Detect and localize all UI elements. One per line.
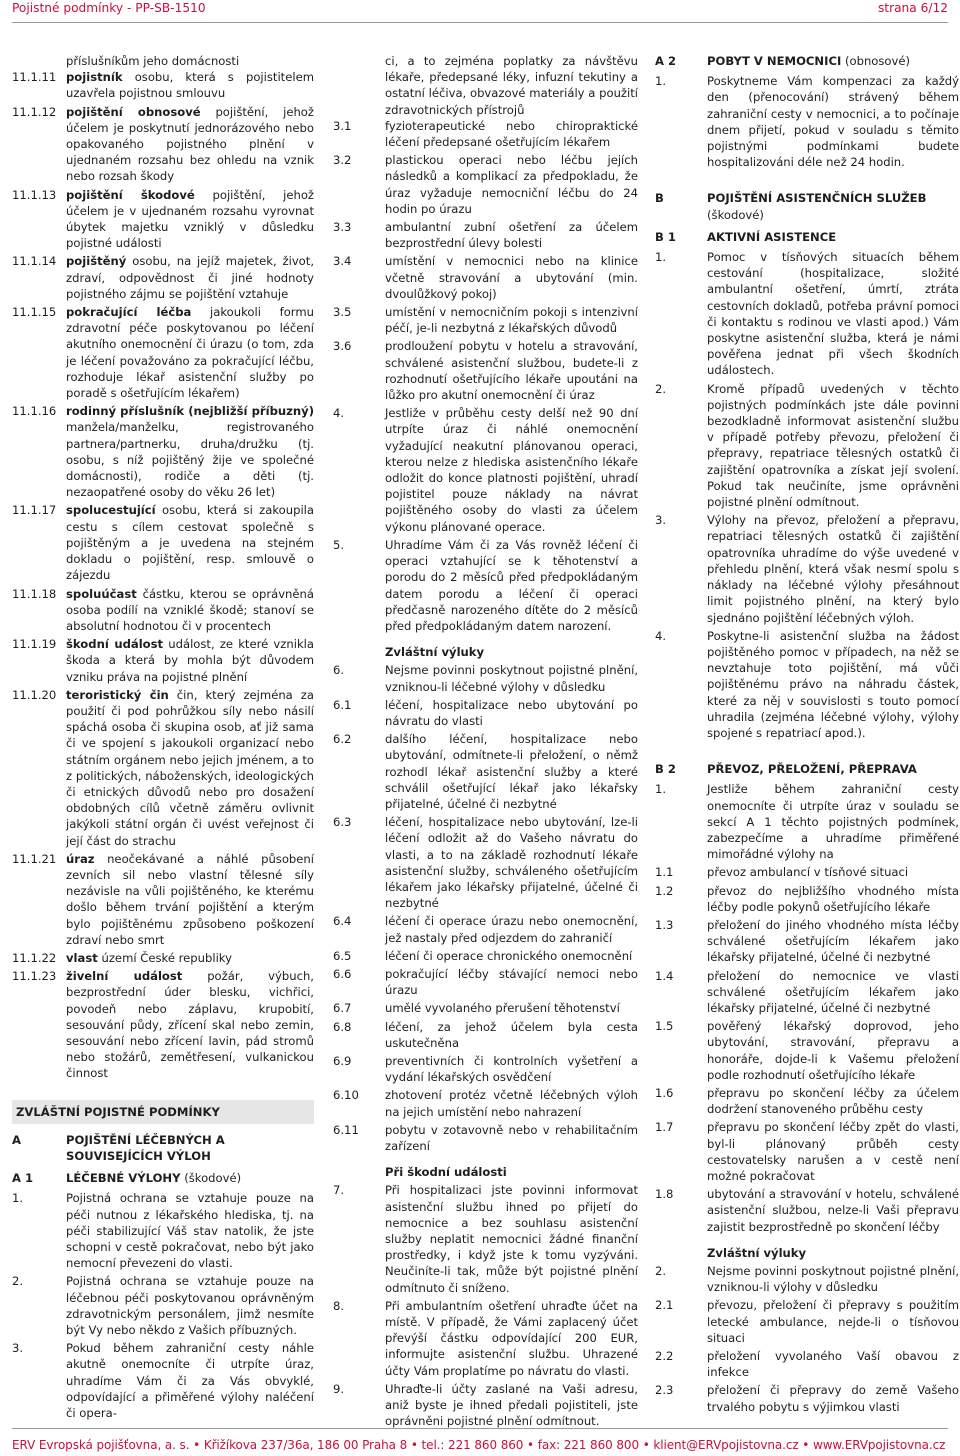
definition-item [12, 502, 314, 583]
item-number: 6.7 [333, 1001, 352, 1016]
list-item [333, 1298, 638, 1379]
item-text: přepravu po skončení léčby zpět do vlasti, byl-li plánovaný průběh cesty cestovatelsky narušen a v cestě není možné pokračovat [707, 1120, 959, 1183]
definition-item [12, 104, 314, 185]
item-text: osobu, která s pojistitelem uzavřela pojistnou smlouvu [66, 70, 314, 101]
item-text: pojištění, jehož účelem je poskytnutí jednorázového nebo opakovaného pojistného plnění v ujednaném rozsahu bez ohledu na vznik nebo rozsah škody [66, 104, 314, 184]
defined-term: teroristický čin [66, 687, 169, 702]
list-item [333, 1019, 638, 1051]
header-rule [12, 22, 948, 23]
section-number: B 1 [655, 229, 676, 244]
list-item [333, 1381, 638, 1430]
item-text: přeložení vyvolaného Vaší obavou z infekce [707, 1349, 959, 1380]
item-number: 6.10 [333, 1088, 359, 1103]
item-text: Poskytneme Vám kompenzaci za každý den (přenocování) strávený během zahraniční cesty v nemocnici, a to počínaje dnem přijetí, pokud v souladu s těmito pojistnými podmínkami budete hospitalizováni déle než 24 hodin. [707, 74, 959, 170]
item-text: preventivních či kontrolních vyšetření a vydání lékařských osvědčení [385, 1053, 638, 1085]
defined-term: spolucestující [66, 503, 156, 518]
list-item [12, 1273, 314, 1338]
item-text: převoz ambulancí v tísňové situaci [707, 865, 909, 880]
definition-item [12, 586, 314, 635]
item-text: Kromě případů uvedených v těchto pojistných podmínkách jste dále povinni bezodkladně informovat asistenční službu v případě potřeby převozu, přeložení či přepravy, repatriace tělesných ostatků či zajištění opatrovníka a získat její svolení. Pokud tak neučiníte, jsme oprávněni pojistné plnění odmítnout. [707, 381, 959, 510]
item-text: léčení, hospitalizace nebo ubytování, lze-li léčení odložit až do Vašeho návratu do vlasti, a to na základě rozhodnutí lékaře asistenční služby, schváleného ošetřujícím lékařem jako lékařsky přijatelné, účelné či nezbytné [385, 815, 638, 911]
item-text: Pojistná ochrana se vztahuje pouze na léčebnou péči poskytovanou oprávněným zdravotnickým personálem, jimž nesmíte být Vy nebo někdo z Vašich příbuzných. [66, 1274, 314, 1338]
b2-item-list [655, 781, 959, 1234]
section-number: B [655, 191, 664, 206]
defined-term: živelní událost [66, 969, 183, 984]
continued-text: ci, a to zejména poplatky za návštěvu lékaře, předepsané léky, infuzní tekutiny a ostatní léčiva, obvazové materiály a použití zdravotnických přístrojů [385, 54, 638, 117]
item-number: 6.4 [333, 914, 352, 929]
item-text: Pokud během zahraniční cesty náhle akutně onemocníte či utrpíte úraz, uhradíme Vám či za Vás obvyklé, odpovídající a přiměřené výlohy naléčení či opera- [66, 1341, 314, 1421]
item-number: 3.6 [333, 339, 352, 354]
item-number: 11.1.11 [12, 70, 57, 85]
item-number: 11.1.18 [12, 586, 57, 601]
item-number: 11.1.23 [12, 969, 57, 984]
item-text: Při hospitalizaci jste povinni informovat asistenční službu ihned po přijetí do nemocnice a bez souhlasu asistenční služby neplatit nemocnici žádné finanční prostředky, i když jste k tomu vyzýváni. Neučiníte-li tak, může být pojistné plnění odmítnuto či sníženo. [385, 1183, 638, 1295]
item-text: léčení či operace chronického onemocnění [385, 948, 633, 963]
item-number: 3.2 [333, 153, 352, 168]
item-number: 9. [333, 1381, 345, 1396]
section-title: LÉČEBNÉ VÝLOHY [66, 1171, 181, 1186]
list-item [655, 381, 959, 511]
item-text: pojištění, jehož účelem je v ujednaném rozsahu vyrovnat úbytek majetku vzniklý v důsledku pojistné události [66, 187, 314, 251]
item-text: pověřený lékařský doprovod, jeho ubytování, stravování, přepravu a honoráře, dojde-li k Vašemu přeložení podle rozhodnutí ošetřujícího lékaře [707, 1019, 959, 1082]
item-text: umístění v nemocnici nebo na klinice včetně stravování a ubytování (min. dvoulůžkový pokoj) [385, 254, 638, 301]
item-text: Jestliže v průběhu cesty delší než 90 dní utrpíte úraz či náhlé onemocnění vyžadující neakutní plánovanou operaci, kterou nelze z hlediska asistenčního lékaře odložit do konce platnosti pojištění, uhradí pojistitel pouze náklady na návrat pojištěného osoby do vlasti za účelem výkonu plánované operace. [385, 406, 638, 534]
defined-term: škodní událost [66, 637, 164, 652]
item-number: 6.5 [333, 948, 352, 963]
item-text: pobytu v zotavovně nebo v rehabilitačním zařízení [385, 1122, 638, 1153]
item-text: ubytování a stravování v hotelu, schválené asistenční službou, nelze-li Vaši přepravu zajistit bezprostředně po skončení léčby [707, 1187, 959, 1234]
list-item [333, 219, 638, 251]
item-text: převoz do nejbližšího vhodného místa léčby podle pokynů ošetřujícího lékaře [707, 883, 959, 914]
item-text: událost, ze které vznikla škoda a která by mohla být důvodem vzniku práva na pojistné plnění [66, 637, 314, 684]
list-item [333, 405, 638, 535]
section-note: (škodové) [707, 207, 764, 222]
item-number: 6.6 [333, 966, 352, 981]
item-number: 3.5 [333, 305, 352, 320]
item-number: 2. [12, 1274, 24, 1289]
list-item [655, 1018, 959, 1083]
list-item [333, 1053, 638, 1085]
list-item [333, 152, 638, 217]
section-a2-heading [655, 53, 959, 69]
list-item [333, 731, 638, 812]
item-number: 4. [333, 406, 345, 421]
section-number: B 2 [655, 762, 676, 777]
list-item [333, 118, 638, 150]
item-number: 2.1 [655, 1298, 674, 1313]
section-title: AKTIVNÍ ASISTENCE [707, 229, 837, 244]
list-item [655, 883, 959, 915]
item-number: 1.2 [655, 883, 674, 898]
item-text: čin, který zejména za použití či pod pohrůžkou síly nebo násilí spáchá osoba či skupina osob, ať již sama či ve spojení s jakoukoli organizací nebo státním orgánem nebo jejich jménem, a to z politických, náboženských, ideologických či etnických důvodů nebo pro dosažení obdobných cílů včetně záměru ovlivnit jakýkoli státní orgán či uvést veřejnost či její část do strachu [66, 687, 314, 848]
item-text: dalšího léčení, hospitalizace nebo ubytování, odmítnete-li přeložení, o němž rozhodl lékař asistenční služby a které schválil ošetřující lékař jako lékařsky přijatelné, účelné či nezbytné [385, 732, 638, 811]
definition-item [12, 253, 314, 302]
defined-term: pojištěný [66, 254, 127, 269]
list-item [655, 781, 959, 862]
exclusions-heading: Zvláštní výluky [385, 645, 485, 660]
list-item [333, 338, 638, 403]
document-title: Pojistné podmínky - PP-SB-1510 [12, 1, 206, 15]
item-text: léčení či operace úrazu nebo onemocnění, jež nastaly před odjezdem do zahraničí [385, 914, 638, 945]
item-number: 6.3 [333, 815, 352, 830]
section-number: A 2 [655, 54, 677, 68]
list-item [333, 662, 638, 694]
definition-item [12, 69, 314, 101]
item-number: 11.1.13 [12, 187, 57, 202]
item-number: 11.1.22 [12, 950, 57, 965]
item-text: umístění v nemocničním pokoji s intenzivní péčí, je-li nezbytná z lékařských důvodů [385, 305, 638, 336]
exclusions-heading: Zvláštní výluky [707, 1245, 807, 1260]
section-b1-heading [655, 229, 959, 245]
item-number: 1.3 [655, 917, 674, 932]
defined-term: pojištění škodové [66, 187, 195, 202]
list-item [655, 512, 959, 625]
item-text: neočekávané a náhlé působení zevních sil nebo vlastní tělesné síly nezávisle na vůli pojištěného, ke kterému došlo během trvání pojištění a kterým bylo pojištěnému způsobeno poškození zdraví nebo smrt [66, 851, 314, 947]
defined-term: pojištění obnosové [66, 104, 201, 119]
defined-term: pokračující léčba [66, 305, 192, 320]
item-text: přeložení či přepravy do země Vašeho trvalého pobytu s výjimkou vlasti [707, 1383, 959, 1414]
item-text: částku, kterou se oprávněná osoba podílí na vzniklé škodě; stanoví se absolutní hodnotou či v procentech [66, 586, 314, 633]
item-text: přepravu po skončení léčby za účelem dodržení stanoveného průběhu cesty [707, 1085, 959, 1117]
list-item [655, 1119, 959, 1184]
definition-item [12, 187, 314, 252]
item-text: prodloužení pobytu v hotelu a stravování, schválené asistenční službou, budete-li z rozhodnutí ošetřujícího lékaře upoutáni na lůžko pro akutní onemocnění či úraz [385, 339, 638, 403]
definition-list [12, 69, 314, 1081]
a1-item-list [12, 1190, 314, 1421]
section-title: POJIŠTĚNÍ LÉČEBNÝCH A SOUVISEJÍCÍCH VÝLOH [66, 1132, 225, 1163]
definition-item [12, 687, 314, 849]
continued-text: příslušníkům jeho domácnosti [66, 54, 240, 68]
item-text: přeložení do jiného vhodného místa léčby schválené ošetřujícím lékařem jako lékařsky přijatelné, účelné či nezbytné [707, 917, 959, 965]
column-2 [333, 53, 638, 1431]
defined-term: rodinný příslušník (nejbližší příbuzný) [66, 404, 314, 419]
item-number: 2. [655, 1264, 667, 1279]
footer-contact: ERV Evropská pojišťovna, a. s. • Křižíkova 237/36a, 186 00 Praha 8 • tel.: 221 860 860 • fax: 221 860 800 • klient@ERVpojistovna.cz • www.ERVpojistovna.cz [12, 1438, 946, 1452]
a1-item-list-continued [333, 118, 638, 634]
item-number: 5. [333, 537, 345, 552]
item-number: 6.1 [333, 697, 352, 712]
item-number: 7. [333, 1183, 345, 1198]
item-number: 8. [333, 1298, 345, 1313]
exclusion-list [333, 662, 638, 1154]
item-text: jakoukoli formu zdravotní péče poskytovanou po léčení akutního onemocnění či úrazu (o tom, zda je léčení považováno za pokračující léčbu, rozhoduje lékař asistenční služby po poradě s ošetřujícím lékařem) [66, 305, 315, 401]
definition-item [12, 950, 314, 966]
claim-list [333, 1182, 638, 1429]
item-number: 3. [12, 1341, 24, 1356]
list-item [333, 913, 638, 945]
list-item [333, 1122, 638, 1154]
defined-term: vlast [66, 950, 98, 965]
defined-term: úraz [66, 851, 95, 866]
column-3 [655, 53, 959, 1417]
list-item [333, 1182, 638, 1295]
section-title: PŘEVOZ, PŘELOŽENÍ, PŘEPRAVA [707, 762, 917, 777]
item-text: umělé vyvolaného přerušení těhotenství [385, 1001, 620, 1016]
item-number: 2. [655, 381, 667, 396]
item-number: 11.1.14 [12, 254, 57, 269]
section-title: POJIŠTĚNÍ ASISTENČNÍCH SLUŽEB [707, 191, 927, 206]
item-number: 6.2 [333, 732, 352, 747]
item-number: 11.1.21 [12, 851, 57, 866]
section-a-heading [12, 1132, 314, 1164]
section-title: POBYT V NEMOCNICI [707, 54, 842, 68]
section-number: A [12, 1132, 21, 1147]
list-item [655, 917, 959, 966]
list-item [655, 1382, 959, 1414]
list-item [655, 249, 959, 379]
item-number: 1.7 [655, 1120, 674, 1135]
list-item [333, 948, 638, 964]
item-number: 11.1.15 [12, 305, 57, 320]
item-text: manžela/manželku, registrovaného partnera/partnerku, druha/družku (tj. osobu, s níž pojištěný žije ve společné domácnosti), rodiče a děti (tj. nezaopatřené osoby do věku 26 let) [66, 420, 314, 500]
definition-item [12, 636, 314, 685]
item-text: Poskytne-li asistenční služba na žádost pojištěného pomoc v případech, na něž se nevztahuje toto pojištění, má vůči pojištěnému právo na náhradu částek, které za něj v souvislosti s touto pomocí uhradila (zejména léčebné výlohy, výlohy spojené s repatriací apod.). [707, 628, 959, 740]
definition-item [12, 403, 314, 500]
item-text: přeložení do nemocnice ve vlasti schválené ošetřujícím lékařem jako lékařsky přijatelné, účelné či nezbytné [707, 968, 959, 1015]
item-number: 1.6 [655, 1085, 674, 1100]
claim-heading: Při škodní události [385, 1165, 507, 1180]
item-number: 4. [655, 628, 667, 643]
item-text: pokračující léčby stávající nemoci nebo úrazu [385, 966, 638, 998]
list-item [333, 1000, 638, 1016]
item-number: 1.1 [655, 865, 674, 880]
item-number: 2.2 [655, 1349, 674, 1364]
definition-item [12, 304, 314, 401]
item-number: 2.3 [655, 1383, 674, 1398]
b1-item-list [655, 249, 959, 741]
item-number: 11.1.19 [12, 637, 57, 652]
definition-item [12, 968, 314, 1081]
list-item [655, 1085, 959, 1117]
item-text: plastickou operaci nebo léčbu jejích následků a komplikací za předpokladu, že úraz vyžaduje nemocniční léčbu do 24 hodin po úrazu [385, 153, 638, 216]
list-item [333, 1087, 638, 1119]
item-number: 11.1.20 [12, 687, 57, 702]
list-item [333, 697, 638, 729]
item-number: 1. [655, 782, 667, 797]
list-item [333, 304, 638, 336]
list-item [655, 968, 959, 1017]
item-number: 3.1 [333, 118, 352, 133]
item-number: 11.1.12 [12, 104, 57, 119]
item-text: Uhradíme Vám či za Vás rovněž léčení či operaci vztahující se k těhotenství a porodu do 2 měsíců před předpokládaným datem porodu a léčení či operaci předčasně narozeného dítěte do 2 měsíců před předpokládaným datem narození. [385, 537, 638, 633]
item-text: Nejsme povinni poskytnout pojistné plnění, vzniknou-li výlohy v důsledku [707, 1264, 959, 1295]
item-text: převozu, přeložení či přepravy s použitím letecké ambulance, nejde-li o tísňovou situaci [707, 1298, 959, 1345]
list-item [655, 864, 959, 880]
item-number: 3. [655, 513, 667, 528]
list-item [655, 1263, 959, 1295]
item-number: 11.1.16 [12, 404, 57, 419]
item-text: Výlohy na převoz, přeložení a přepravu, repatriaci tělesných ostatků či zajištění opatrovníka uhradíme do výše uvedené v přehledu plnění, která však nesmí spolu s náklady na léčebné výlohy přesáhnout limit pojistného plnění, na který bylo sjednáno pojištění léčebných výloh. [707, 513, 959, 625]
item-number: 1. [12, 1191, 24, 1206]
section-note: (škodové) [180, 1171, 242, 1186]
list-item [333, 814, 638, 911]
exclusion-list [655, 1263, 959, 1415]
definition-item [12, 851, 314, 948]
item-number: 6.11 [333, 1122, 359, 1137]
item-text: léčení, za jehož účelem byla cesta uskutečněna [385, 1019, 638, 1050]
item-text: Uhraďte-li účty zaslané na Vaši adresu, aniž byste je ihned předali pojistiteli, jste oprávněni pojistné plnění odmítnout. [385, 1381, 638, 1429]
page-number: strana 6/12 [877, 1, 948, 15]
item-text: Při ambulantním ošetření uhraďte účet na místě. V případě, že Vámi zaplacený účet převýší částku odpovídající 200 EUR, informujte asistenční službu. Uhrazené účty Vám proplatíme po návratu do vlasti. [385, 1298, 638, 1378]
item-text: požár, výbuch, bezprostřední úder blesku, vichřici, povodeň nebo záplavu, krupobití, sesouvání půdy, zřícení skal nebo zemin, sesouvání nebo zřícení lavin, pád stromů nebo stožárů, zemětřesení, vulkanickou činnost [66, 969, 314, 1081]
list-item [655, 628, 959, 741]
item-text: fyzioterapeutické nebo chiropraktické léčení předepsané ošetřujícím lékařem [385, 118, 638, 150]
item-text: Pojistná ochrana se vztahuje pouze na péči nutnou z lékařského hlediska, tj. na péči stabilizující Váš stav natolik, že jste schopni v cestě pokračovat, nebo být jako nemocní převezeni do vlasti. [66, 1191, 314, 1271]
list-item [655, 1186, 959, 1235]
page-header [0, 0, 960, 22]
section-b-heading [655, 190, 959, 222]
section-a1-heading [12, 1170, 314, 1186]
column-1 [12, 53, 314, 1423]
item-number: 11.1.17 [12, 503, 57, 518]
section-number: A 1 [12, 1171, 34, 1186]
item-number: 6. [333, 663, 345, 678]
item-text: Nejsme povinni poskytnout pojistné plnění, vzniknou-li léčebné výlohy v důsledku [385, 663, 638, 694]
item-text: Jestliže během zahraniční cesty onemocníte či utrpíte úraz v souladu se sekcí A 1 těchto pojistných podmínek, zabezpečíme a uhradíme přiměřené mimořádné výlohy na [707, 782, 959, 862]
item-number: 1.8 [655, 1187, 674, 1202]
item-text: osobu, která si zakoupila cestu s cílem cestovat společně s pojištěným a je uvedena na stejném dokladu o pojištění, resp. smlouvě o zájezdu [66, 503, 314, 583]
defined-term: pojistník [66, 70, 123, 85]
list-item [333, 253, 638, 302]
list-item [12, 1340, 314, 1421]
item-number: 6.8 [333, 1019, 352, 1034]
item-number: 1.5 [655, 1019, 674, 1034]
item-number: 1. [655, 74, 667, 89]
item-text: zhotovení protéz včetně léčebných výloh na jejich umístění nebo nahrazení [385, 1088, 638, 1119]
item-text: ambulantní zubní ošetření za účelem bezprostřední úlevy bolesti [385, 220, 638, 251]
item-number: 3.4 [333, 254, 352, 269]
item-number: 1.4 [655, 968, 674, 983]
item-text: osobu, na jejíž majetek, život, zdraví, odpovědnost či jiné hodnoty pojistného zájmu se pojištění vztahuje [66, 254, 314, 301]
item-number: 1. [655, 250, 667, 265]
list-item [333, 966, 638, 998]
list-item [333, 537, 638, 634]
item-number: 6.9 [333, 1053, 352, 1068]
item-text: území České republiky [97, 950, 232, 965]
list-item [655, 1297, 959, 1346]
item-text: léčení, hospitalizace nebo ubytování po návratu do vlasti [385, 697, 638, 728]
section-b2-heading [655, 761, 959, 777]
a2-item-list [655, 73, 959, 170]
item-text: Pomoc v tísňových situacích během cestování (hospitalizace, složité ambulantní ošetření, úmrtí, ztráta cestovních dokladů, potřeba právní pomoci či kontaktu s rodinou ve vlasti apod.) Vám poskytne asistenční služba, která je námi pověřena jednat při všech škodních událostech. [707, 250, 959, 378]
list-item [12, 1190, 314, 1271]
section-band: ZVLÁŠTNÍ POJISTNÉ PODMÍNKY [12, 1100, 314, 1124]
item-number: 3.3 [333, 220, 352, 235]
list-item [655, 73, 959, 170]
footer-rule [12, 1428, 948, 1429]
section-note: (obnosové) [841, 54, 911, 68]
list-item [655, 1348, 959, 1380]
defined-term: spoluúčast [66, 586, 137, 601]
